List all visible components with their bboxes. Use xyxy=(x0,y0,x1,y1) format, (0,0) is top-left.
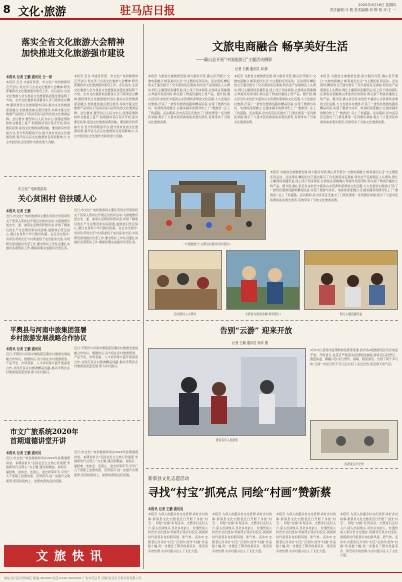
masthead xyxy=(0,0,402,22)
photo-stage xyxy=(304,250,398,310)
article-2-body-col4: 本报讯 为推进全域旅游发展,助力脱贫攻坚,确山县开展以“文旅电商融合 畅享美好生活”为主题的系列活动。活动现场,精彩的文艺演出吸引了众多游客驻足观看,特色农产品展销区人头攒动,网红主播现场直播带货,线上线下同步销售,让游客在领略确山秀美风光的同时,购买到了物美价廉的土特产品。据介绍,确山县近年来依托丰富的山水资源和深厚的文化底蕴,大力发展乡村旅游,打造了一批特色旅游线路和精品民宿,实现了旅游与扶贫、电商的深度融合,让越来越多的群众吃上了“旅游饭”,走上了致富路。活动期间,县内各景区还推出了门票优惠等一系列惠民举措,吸引了大量市民和游客前来观光游览,有效带动了当地文化旅游消费。 xyxy=(270,170,398,202)
photo-night xyxy=(310,420,398,460)
caption-market: 活动现场人头攒动 xyxy=(173,312,197,316)
article-7-byline: 本报讯 记者 王鹏 通讯员 xyxy=(148,507,184,511)
article-6-byline: 本报讯 记者 王鹏 通讯员 xyxy=(6,451,42,455)
article-2-body-col3: 本报讯 为推进全域旅游发展,助力脱贫攻坚,确山县开展以“文旅电商融合 畅享美好生活”为主题的系列活动。活动现场,精彩的文艺演出吸引了众多游客驻足观看,特色农产品展销区人头攒动,网红主播现场直播带货,线上线下同步销售,让游客在领略确山秀美风光的同时,购买到了物美价廉的土特产品。据介绍,确山县近年来依托丰富的山水资源和深厚的文化底蕴,大力发展乡村旅游,打造了一批特色旅游线路和精品民宿,实现了旅游与扶贫、电商的深度融合,让越来越多的群众吃上了“旅游饭”,走上了致富路。活动期间,县内各景区还推出了门票优惠等一系列惠民举措,吸引了大量市民和游客前来观光游览,有效带动了当地文化旅游消费。 xyxy=(320,74,398,124)
caption-stage: 网红主播直播带货 xyxy=(339,312,363,316)
caption-gate: “中国旅游日”主题活动现场(资料图片) xyxy=(183,242,231,246)
night-image xyxy=(311,421,398,460)
article-4-body: 4月13日,经报市疫情防控指挥部批准,我市各A级旅游景区有序恢复开放。开放首日,各景区严格落实疫情防控措施,游客需扫码登记、测量体温、佩戴口罩,实行预约、错峰、限流游览。告别了两个多月的“云游”,市民们终于可以走出家门,亲近自然,感受春天的气息。 xyxy=(310,348,398,366)
photo-volunteer xyxy=(226,250,300,310)
divider-line xyxy=(146,320,398,321)
caption-night: 夜游景区灯光秀 xyxy=(344,462,364,466)
article-7-body-col1: 本报讯 为深入挖掘乡村文化资源,讲好乡村故事,新蔡县文化志愿者近日开展了寻找“村宝”、同绘“村画”系列活动。志愿者们走村入户,深入田间地头,寻访乡村能人、非遗传承人和历史文化遗存,用画笔记录乡村变化,展现新时代新蔡乡村的新风貌、新气象。活动中,志愿者们共寻访“村宝”百余件,创作“村画”作品数十幅,进一步激发了群众热爱家乡、建设家乡的热情,为乡村振兴注入了文化力量。 xyxy=(148,512,208,553)
photo-visitors xyxy=(148,348,306,436)
article-3-byline: 本报讯 记者 王鹏 xyxy=(6,209,31,213)
divider-line xyxy=(4,420,140,421)
article-5-body-col1: 近日,平舆县与河南中旅集团签署乡村旅游发展战略合作协议。根据协议,双方将在乡村旅游规划、产品开发、市场营销、人才培训等方面开展深度合作,共同打造乡村旅游精品线路,推动平舆县乡村旅游高质量发展,助力乡村振兴。 xyxy=(6,352,70,375)
photo-market xyxy=(148,250,222,310)
article-7-body-col2: 本报讯 为深入挖掘乡村文化资源,讲好乡村故事,新蔡县文化志愿者近日开展了寻找“村宝”、同绘“村画”系列活动。志愿者们走村入户,深入田间地头,寻访乡村能人、非遗传承人和历史文化遗存,用画笔记录乡村变化,展现新时代新蔡乡村的新风貌、新气象。活动中,志愿者们共寻访“村宝”百余件,创作“村画”作品数十幅,进一步激发了群众热爱家乡、建设家乡的热情,为乡村振兴注入了文化力量。 xyxy=(212,512,272,553)
paper-name: 驻马店日报 xyxy=(120,4,175,17)
article-2-byline: 记者 王鹏 通讯员 刘 静 xyxy=(235,67,268,71)
divider-line xyxy=(4,176,140,177)
news-banner: 文旅快讯 xyxy=(4,545,140,567)
page-footer: 地址:驻马店市驿城区 邮编:463000 电话:0396-2600000 广告许可证号 印刷:驻马店日报印务有限公司 xyxy=(0,572,402,582)
volunteer-image xyxy=(227,251,300,310)
masthead-rule xyxy=(0,18,402,20)
photo-scenic-gate xyxy=(148,170,266,240)
article-4-title: 告别“云游” 迎来开放 xyxy=(220,326,293,335)
article-1-body-col1: 本报讯 近日,市委宣传部、市文化广电和旅游局召开会议,传达学习全省文化旅游大会精神,研究部署我市文化旅游强市建设工作。会议指出,全省文化旅游大会为我省文化旅游高质量发展指明了方向。全市文化旅游系统要深入学习贯彻会议精神,围绕建设文化旅游强市目标,推动文化和旅游深度融合,加快推进重点项目建设,持续丰富文化旅游产品供给,打造具有驻马店特色的文化旅游品牌。会议要求,要坚持以人民为中心,统筹疫情防控和文旅复工复产,积极推动景区有序开放,落实惠民政策,促进文化旅游消费回暖。要创新宣传营销方式,充分利用网络平台,推介我市优质文化旅游资源,提升驻马店文化旅游知名度和影响力,为全市经济社会发展作出新的更大贡献。 xyxy=(6,80,70,144)
article-3-kicker: 市文化广电和旅游局 xyxy=(18,187,47,191)
section-title: 文化·旅游 xyxy=(18,5,67,18)
scenic-gate-image xyxy=(149,171,266,240)
article-5-byline: 本报讯 记者 王鹏 通讯员 xyxy=(6,347,42,351)
article-7-title: 寻找“村宝”抓亮点 同绘“村画”赞新蔡 xyxy=(148,486,332,499)
visitors-image xyxy=(149,349,306,436)
article-1-byline: 本报讯 记者 王鹏 通讯员 仝一春 xyxy=(6,75,52,79)
article-2-body-col1: 本报讯 为推进全域旅游发展,助力脱贫攻坚,确山县开展以“文旅电商融合 畅享美好生活”为主题的系列活动。活动现场,精彩的文艺演出吸引了众多游客驻足观看,特色农产品展销区人头攒动,网红主播现场直播带货,线上线下同步销售,让游客在领略确山秀美风光的同时,购买到了物美价廉的土特产品。据介绍,确山县近年来依托丰富的山水资源和深厚的文化底蕴,大力发展乡村旅游,打造了一批特色旅游线路和精品民宿,实现了旅游与扶贫、电商的深度融合,让越来越多的群众吃上了“旅游饭”,走上了致富路。活动期间,县内各景区还推出了门票优惠等一系列惠民举措,吸引了大量市民和游客前来观光游览,有效带动了当地文化旅游消费。 xyxy=(148,74,230,124)
article-7-kicker: 新蔡县文化志愿活动 xyxy=(148,477,190,482)
column-divider xyxy=(143,24,144,569)
divider-line xyxy=(4,320,140,321)
caption-visitors: 游客有序入园游览 xyxy=(215,438,239,442)
article-6-body-col1: 近日,市文化广电和旅游局举办2020年首期道德讲堂。本期讲堂以“弘扬社会主义核心价值观 争做新时代文明人”为主题,通过唱歌曲、看短片、诵经典、谈体会、发善心、送吉祥等环节,引导广大干部职工崇德向善、见贤思齐,进一步提升文明素养,营造积极向上、崇德向善的良好氛围。 xyxy=(6,456,70,483)
article-4-byline: 记者 王鹏 通讯员 杨洋 摄 xyxy=(232,341,268,345)
article-7-body-col3: 本报讯 为深入挖掘乡村文化资源,讲好乡村故事,新蔡县文化志愿者近日开展了寻找“村宝”、同绘“村画”系列活动。志愿者们走村入户,深入田间地头,寻访乡村能人、非遗传承人和历史文化遗存,用画笔记录乡村变化,展现新时代新蔡乡村的新风貌、新气象。活动中,志愿者们共寻访“村宝”百余件,创作“村画”作品数十幅,进一步激发了群众热爱家乡、建设家乡的热情,为乡村振兴注入了文化力量。 xyxy=(276,512,336,553)
issue-date: 2020年4月16日 星期四 xyxy=(358,3,396,7)
article-2-body-col2: 本报讯 为推进全域旅游发展,助力脱贫攻坚,确山县开展以“文旅电商融合 畅享美好生活”为主题的系列活动。活动现场,精彩的文艺演出吸引了众多游客驻足观看,特色农产品展销区人头攒动,网红主播现场直播带货,线上线下同步销售,让游客在领略确山秀美风光的同时,购买到了物美价廉的土特产品。据介绍,确山县近年来依托丰富的山水资源和深厚的文化底蕴,大力发展乡村旅游,打造了一批特色旅游线路和精品民宿,实现了旅游与扶贫、电商的深度融合,让越来越多的群众吃上了“旅游饭”,走上了致富路。活动期间,县内各景区还推出了门票优惠等一系列惠民举措,吸引了大量市民和游客前来观光游览,有效带动了当地文化旅游消费。 xyxy=(234,74,316,124)
stage-image xyxy=(305,251,398,310)
issue-info xyxy=(330,3,396,13)
article-6-body-col2: 近日,市文化广电和旅游局举办2020年首期道德讲堂。本期讲堂以“弘扬社会主义核心价值观 争做新时代文明人”为主题,通过唱歌曲、看短片、诵经典、谈体会、发善心、送吉祥等环节,引导广大干部职工崇德向善、见贤思齐,进一步提升文明素养,营造积极向上、崇德向善的良好氛围。 xyxy=(74,450,138,477)
issue-editors: 责任编辑:马 骏 美术编辑:刘 辉 校 对:王 一 xyxy=(329,8,396,12)
article-1-title: 落实全省文化旅游大会精神 加快推进文化旅游强市建设 xyxy=(21,38,125,59)
article-5-title: 平舆县与河南中旅集团签署 乡村旅游发展战略合作协议 xyxy=(10,326,87,342)
article-3-body-col1: 近日,市文化广电和旅游局主要负责同志带领局机关干部深入帮扶村开展走访慰问活动,为困难群众送去米、面、油等生活物资和慰问金,详细了解他们的生产生活情况和实际困难,鼓励他们坚定信心,通过自身努力早日脱贫致富。在走访过程中,该局负责同志还与村两委班子成员座谈交流,共同研究谋划脱贫攻坚工作,要求帮扶工作队员要扎实做好各项帮扶工作,确保如期完成脱贫攻坚任务。 xyxy=(6,214,70,251)
caption-people: 志愿者为游客讲解(资料图片) xyxy=(245,312,281,316)
article-3-body-col2: 近日,市文化广电和旅游局主要负责同志带领局机关干部深入帮扶村开展走访慰问活动,为困难群众送去米、面、油等生活物资和慰问金,详细了解他们的生产生活情况和实际困难,鼓励他们坚定信心,通过自身努力早日脱贫致富。在走访过程中,该局负责同志还与村两委班子成员座谈交流,共同研究谋划脱贫攻坚工作,要求帮扶工作队员要扎实做好各项帮扶工作,确保如期完成脱贫攻坚任务。 xyxy=(74,208,138,245)
article-2-subtitle: ——确山县开展“中国旅游日”主题活动侧影 xyxy=(196,57,273,62)
article-2-title: 文旅电商融合 畅享美好生活 xyxy=(212,40,348,53)
market-image xyxy=(149,251,222,310)
article-6-title: 市文广旅系统2020年 首期道德讲堂开讲 xyxy=(10,427,79,445)
page-number: 8 xyxy=(3,3,11,16)
article-5-body-col2: 近日,平舆县与河南中旅集团签署乡村旅游发展战略合作协议。根据协议,双方将在乡村旅游规划、产品开发、市场营销、人才培训等方面开展深度合作,共同打造乡村旅游精品线路,推动平舆县乡村旅游高质量发展,助力乡村振兴。 xyxy=(74,346,138,369)
divider-line xyxy=(146,468,398,469)
article-1-body-col2: 本报讯 近日,市委宣传部、市文化广电和旅游局召开会议,传达学习全省文化旅游大会精神,研究部署我市文化旅游强市建设工作。会议指出,全省文化旅游大会为我省文化旅游高质量发展指明了方向。全市文化旅游系统要深入学习贯彻会议精神,围绕建设文化旅游强市目标,推动文化和旅游深度融合,加快推进重点项目建设,持续丰富文化旅游产品供给,打造具有驻马店特色的文化旅游品牌。会议要求,要坚持以人民为中心,统筹疫情防控和文旅复工复产,积极推动景区有序开放,落实惠民政策,促进文化旅游消费回暖。要创新宣传营销方式,充分利用网络平台,推介我市优质文化旅游资源,提升驻马店文化旅游知名度和影响力,为全市经济社会发展作出新的更大贡献。 xyxy=(74,74,138,138)
article-7-body-col4: 本报讯 为深入挖掘乡村文化资源,讲好乡村故事,新蔡县文化志愿者近日开展了寻找“村宝”、同绘“村画”系列活动。志愿者们走村入户,深入田间地头,寻访乡村能人、非遗传承人和历史文化遗存,用画笔记录乡村变化,展现新时代新蔡乡村的新风貌、新气象。活动中,志愿者们共寻访“村宝”百余件,创作“村画”作品数十幅,进一步激发了群众热爱家乡、建设家乡的热情,为乡村振兴注入了文化力量。 xyxy=(340,512,398,558)
article-3-title: 关心贫困村 倍扶暖人心 xyxy=(18,194,97,203)
